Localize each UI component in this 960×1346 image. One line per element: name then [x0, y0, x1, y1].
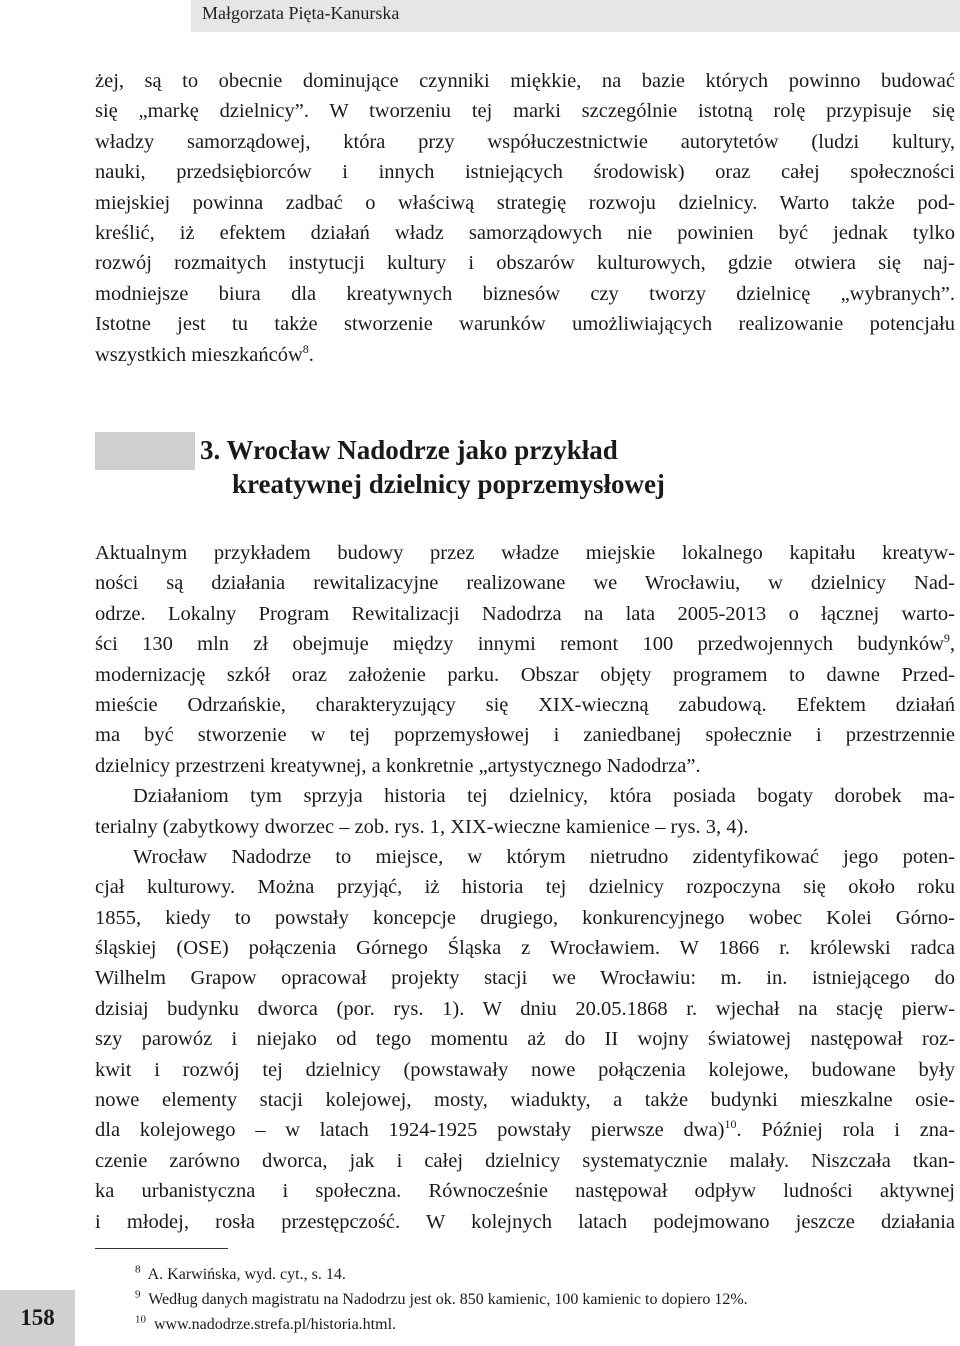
text-line: władzy samorządowej, która przy współuczestnictwie autorytetów (ludzi kultury, [95, 130, 955, 153]
text-line: miejskiej powinna zadbać o właściwą strategię rozwoju dzielnicy. Warto także pod- [95, 191, 955, 214]
text-line: dzielnicy przestrzeni kreatywnej, a konkretnie „artystycznego Nadodrza”. [95, 754, 701, 777]
footnote-separator [95, 1248, 228, 1249]
text-line [95, 1115, 955, 1145]
footnote-text: A. Karwińska, wyd. cyt., s. 14. [147, 1266, 346, 1283]
text-line: terialny (zabytkowy dworzec – zob. rys. 1, XIX-wieczne kamienice – rys. 3, 4). [95, 815, 749, 838]
text-line: się „markę dzielnicy”. W tworzeniu tej marki szczególnie istotną rolę przypisuje się [95, 100, 955, 123]
text-line: ności są działania rewitalizacyjne realizowane we Wrocławiu, w dzielnicy Nad- [95, 572, 955, 595]
text-line: cjał kulturowy. Można przyjąć, iż historia tej dzielnicy rozpoczyna się około roku [95, 876, 955, 899]
footnote-link[interactable]: www.nadodrze.strefa.pl/historia.html. [154, 1316, 397, 1333]
section-heading [200, 433, 665, 501]
text-line: rozwój rozmaitych instytucji kultury i obszarów kulturowych, gdzie otwiera się naj- [95, 252, 955, 275]
page-number-box [0, 1290, 75, 1346]
footnote [135, 1287, 748, 1312]
text-line: Istotne jest tu także stworzenie warunków umożliwiających realizowanie potencjału [95, 313, 955, 336]
footnote-text: Według danych magistratu na Nadodrzu jest ok. 850 kamienic, 100 kamienic to dopiero 12%. [148, 1291, 748, 1308]
text-line [95, 629, 955, 659]
footnote-ref-8[interactable]: 8 [302, 341, 309, 356]
text-line: i młodej, rosła przestępczość. W kolejnych latach podejmowano jeszcze działania [95, 1210, 955, 1233]
text-fragment: , [949, 633, 955, 656]
section-heading-line: 3. Wrocław Nadodrze jako przykład [200, 435, 618, 465]
section-heading-line: kreatywnej dzielnicy poprzemysłowej [232, 469, 665, 499]
text-line: ka urbanistyczna i społeczna. Równocześnie następował odpływ ludności aktywnej [95, 1180, 955, 1203]
text-fragment: dla kolejowego – w latach 1924-1925 powstały pierwsze dwa) [95, 1119, 725, 1142]
text-line: dzisiaj budynku dworca (por. rys. 1). W dniu 20.05.1868 r. wjechał na stację pierw- [95, 997, 955, 1020]
footnote-number: 10 [135, 1313, 146, 1326]
footnotes [135, 1262, 748, 1337]
footnote-ref-9[interactable]: 9 [943, 631, 950, 646]
footnote [135, 1262, 748, 1287]
footnote-number: 8 [135, 1263, 141, 1276]
text-line: nowe elementy stacji kolejowej, mosty, wiadukty, a także budynki mieszkalne osie- [95, 1089, 955, 1112]
running-header-author: Małgorzata Pięta-Kanurska [202, 3, 400, 23]
text-line [95, 340, 955, 370]
text-line: Aktualnym przykładem budowy przez władze miejskie lokalnego kapitału kreatyw- [95, 542, 955, 564]
text-line: modernizację szkół oraz założenie parku. Obszar objęty programem to dawne Przed- [95, 663, 955, 686]
text-line: 1855, kiedy to powstały koncepcje drugiego, konkurencyjnego wobec Kolei Górno- [95, 906, 955, 929]
text-line: śląskiej (OSE) połączenia Górnego Śląska z Wrocławiem. W 1866 r. królewski radca [95, 937, 955, 960]
section-body [95, 538, 955, 1237]
text-line: Działaniom tym sprzyja historia tej dzielnicy, która posiada bogaty dorobek ma- [133, 785, 955, 808]
text-line: kreślić, iż efektem działań władz samorządowych nie powinien być jednak tylko [95, 221, 955, 244]
text-line: Wilhelm Grapow opracował projekty stacji we Wrocławiu: m. in. istniejącego do [95, 967, 955, 990]
text-fragment: . [308, 343, 314, 366]
page-number: 158 [20, 1305, 55, 1330]
text-line: modniejsze biura dla kreatywnych biznesów czy tworzy dzielnicę „wybranych”. [95, 282, 955, 305]
text-line: mieście Odrzańskie, charakteryzujący się XIX-wieczną zabudową. Efektem działań [95, 693, 955, 716]
text-line: szy parowóz i niejako od tego momentu aż do II wojny światowej następował roz- [95, 1028, 955, 1051]
text-line: ma być stworzenie w tej poprzemysłowej i zaniedbanej społecznie i przestrzennie [95, 724, 955, 747]
text-line: kwit i rozwój tej dzielnicy (powstawały nowe połączenia kolejowe, budowane były [95, 1058, 955, 1081]
text-line: odrze. Lokalny Program Rewitalizacji Nadodrza na lata 2005-2013 o łącznej warto- [95, 602, 955, 625]
footnote [135, 1312, 748, 1337]
paragraph-intro [95, 66, 955, 370]
section-marker-box [95, 432, 195, 470]
text-line: żej, są to obecnie dominujące czynniki miękkie, na bazie których powinno budować [95, 70, 955, 92]
text-fragment: . Później rola i zna- [736, 1119, 955, 1142]
footnote-number: 9 [135, 1288, 141, 1301]
footnote-ref-10[interactable]: 10 [724, 1117, 737, 1132]
text-fragment: wszystkich mieszkańców [95, 343, 303, 366]
text-line: nauki, przedsiębiorców i innych istniejących środowisk) oraz całej społeczności [95, 161, 955, 184]
text-line: Wrocław Nadodrze to miejsce, w którym nietrudno zidentyfikować jego poten- [133, 845, 955, 868]
text-line: czenie zarówno dworca, jak i całej dzielnicy systematycznie malały. Niszczała tkan- [95, 1149, 955, 1172]
text-fragment: ści 130 mln zł obejmuje między innymi remont 100 przedwojennych budynków [95, 633, 944, 656]
